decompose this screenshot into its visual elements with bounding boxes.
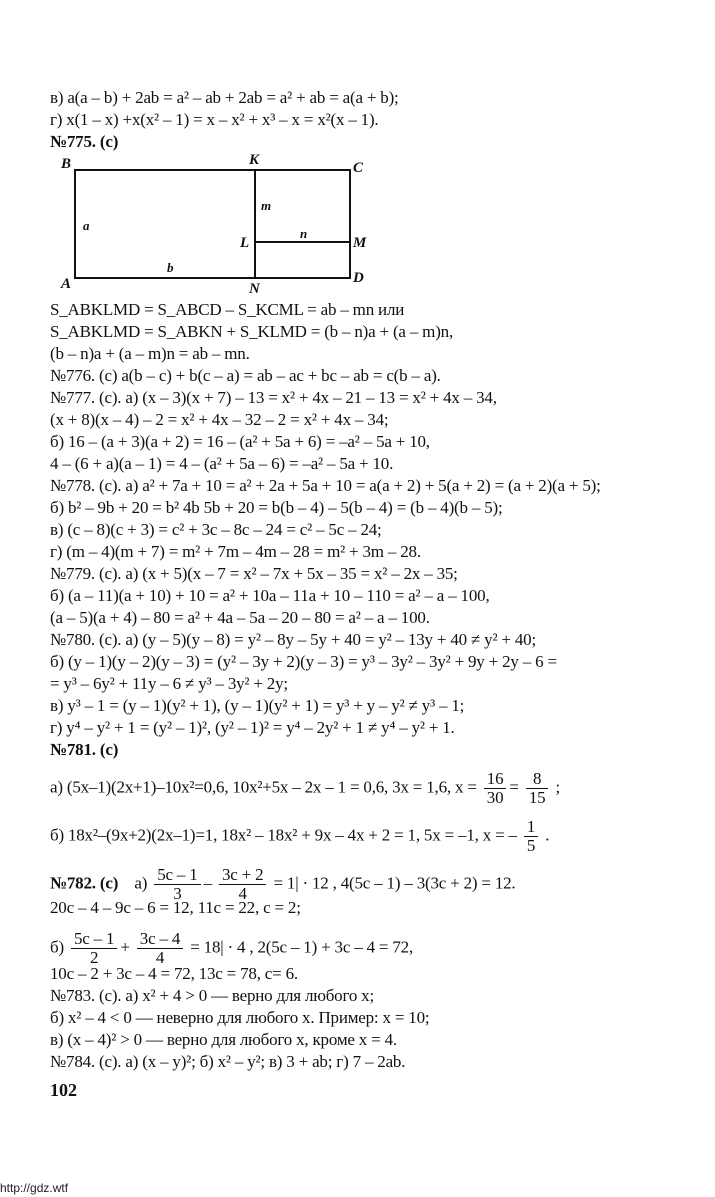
numerator: 5c – 1 [154,866,200,885]
watermark-url: http://gdz.wtf [0,1181,69,1195]
side-label-n: n [300,226,308,241]
vertex-label-d: D [353,270,364,286]
problem-heading: №775. (с) [50,132,119,151]
numerator: 8 [526,770,549,789]
text-line: (b – n)a + (a – m)n = ab – mn. [50,344,250,363]
numerator: 16 [484,770,507,789]
vertex-label-a: A [61,276,72,292]
fraction [484,770,507,807]
text-line: в) (c – 8)(c + 3) = c² + 3c – 8c – 24 = c² – 5c – 24; [50,520,382,539]
denominator: 4 [155,948,165,967]
eq-text: б) [50,937,64,957]
eq-text: ; [555,777,561,797]
text-line: г) y⁴ – y² + 1 = (y² – 1)², (y² – 1)² = y⁴ – 2y² + 1 ≠ y⁴ – y² + 1. [50,718,455,737]
eq-text: + [120,937,130,957]
text-line: в) (x – 4)² > 0 — верно для любого x, кроме x = 4. [50,1030,397,1049]
text-line: б) x² – 4 < 0 — неверно для любого x. Пример: x = 10; [50,1008,430,1027]
text-line: б) (y – 1)(y – 2)(y – 3) = (y² – 3y + 2)(y – 3) = y³ – 3y² – 3y² + 9y + 2y – 6 = [50,652,557,671]
text-line: S_ABKLMD = S_ABKN + S_KLMD = (b – n)a + (a – m)n, [50,322,454,341]
fraction [526,770,549,807]
text-line: 4 – (6 + a)(a – 1) = 4 – (a² + 5a – 6) = –a² – 5a + 10. [50,454,394,473]
text-line: б) b² – 9b + 20 = b² 4b 5b + 20 = b(b – 4) – 5(b – 4) = (b – 4)(b – 5); [50,498,503,517]
text-line: (a – 5)(a + 4) – 80 = a² + 4a – 5a – 20 – 80 = a² – a – 100. [50,608,430,627]
text-line: №777. (с). а) (x – 3)(x + 7) – 13 = x² + 4x – 21 – 13 = x² + 4x – 34, [50,388,497,407]
fraction [71,930,117,967]
denominator: 2 [90,948,99,967]
numerator: 5c – 1 [71,930,117,949]
fraction [137,930,183,967]
text-line: г) x(1 – x) +x(x² – 1) = x – x² + x³ – x = x²(x – 1). [50,110,379,129]
text-line: в) y³ – 1 = (y – 1)(y² + 1), (y – 1)(y² + 1) = y³ + y – y² ≠ y³ – 1; [50,696,465,715]
vertex-label-b: B [61,156,72,172]
eq-text: = 18| · 4 , 2(5c – 1) + 3c – 4 = 72, [190,937,414,957]
denominator: 5 [526,836,536,855]
text-line: = y³ – 6y² + 11y – 6 ≠ y³ – 3y² + 2y; [50,674,288,693]
vertex-label-n: N [249,281,260,295]
fraction [524,818,538,855]
eq-text: = [509,777,519,797]
eq-text: – [203,873,212,893]
denominator: 4 [238,884,247,903]
text-line: №783. (с). а) x² + 4 > 0 — верно для любого x; [50,986,374,1005]
text-line: №776. (с) a(b – c) + b(c – a) = ab – ac + bc – ab = c(b – a). [50,366,441,385]
numerator: 3c – 4 [137,930,183,949]
text-line: №778. (с). а) a² + 7a + 10 = a² + 2a + 5a + 10 = a(a + 2) + 5(a + 2) = (a + 2)(a + 5); [50,476,601,495]
side-label-a: a [83,218,90,233]
vertex-label-c: C [353,160,364,176]
text-line: №780. (с). а) (y – 5)(y – 8) = y² – 8y – 5y + 40 = y² – 13y + 40 ≠ y² + 40; [50,630,536,649]
eq-text: . [545,825,550,845]
vertex-label-k: K [249,152,260,168]
vertex-label-l: L [240,235,250,251]
text-line: в) a(a – b) + 2ab = a² – ab + 2ab = a² + ab = a(a + b); [50,88,399,107]
eq-text: б) 18x²–(9x+2)(2x–1)=1, 18x² – 18x² + 9x – 4x + 2 = 1, 5x = –1, x = – [50,825,517,845]
eq-text: = 1| · 12 , 4(5c – 1) – 3(3c + 2) = 12. [273,873,516,893]
text-line: №779. (с). а) (x + 5)(x – 7 = x² – 7x + 5x – 35 = x² – 2x – 35; [50,564,458,583]
denominator: 30 [486,788,504,807]
eq-text: а) [134,873,148,893]
diagram-svg [55,150,385,295]
text-line: 20c – 4 – 9c – 6 = 12, 11c = 22, c = 2; [50,898,301,917]
denominator: 15 [528,788,546,807]
text-line: (x + 8)(x – 4) – 2 = x² + 4x – 32 – 2 = x² + 4x – 34; [50,410,389,429]
text-line: 10c – 2 + 3c – 4 = 72, 13c = 78, c= 6. [50,964,298,983]
equation-782b [50,930,413,967]
denominator: 3 [173,884,182,903]
text-line: б) 16 – (a + 3)(a + 2) = 16 – (a² + 5a + 6) = –a² – 5a + 10, [50,432,430,451]
side-label-b: b [167,260,174,275]
text-line: б) (a – 11)(a + 10) + 10 = a² + 10a – 11a + 10 – 110 = a² – a – 100, [50,586,490,605]
text-line: г) (m – 4)(m + 7) = m² + 7m – 4m – 28 = m² + 3m – 28. [50,542,421,561]
problem-heading: №781. (с) [50,740,119,759]
rectangle-diagram [55,150,385,295]
equation-781b [50,818,549,855]
eq-text: а) (5x–1)(2x+1)–10x²=0,6, 10x²+5x – 2x – 1 = 0,6, 3x = 1,6, x = [50,777,477,797]
side-label-m: m [261,198,272,213]
text-line: S_ABKLMD = S_ABCD – S_KCML = ab – mn или [50,300,405,319]
text-line: №784. (с). а) (x – y)²; б) x² – y²; в) 3 + ab; г) 7 – 2ab. [50,1052,406,1071]
vertex-label-m: M [353,235,367,251]
problem-heading: №782. (с) [50,873,119,893]
equation-781a [50,770,560,807]
page-number: 102 [50,1080,77,1100]
numerator: 3c + 2 [219,866,266,885]
numerator: 1 [524,818,538,837]
